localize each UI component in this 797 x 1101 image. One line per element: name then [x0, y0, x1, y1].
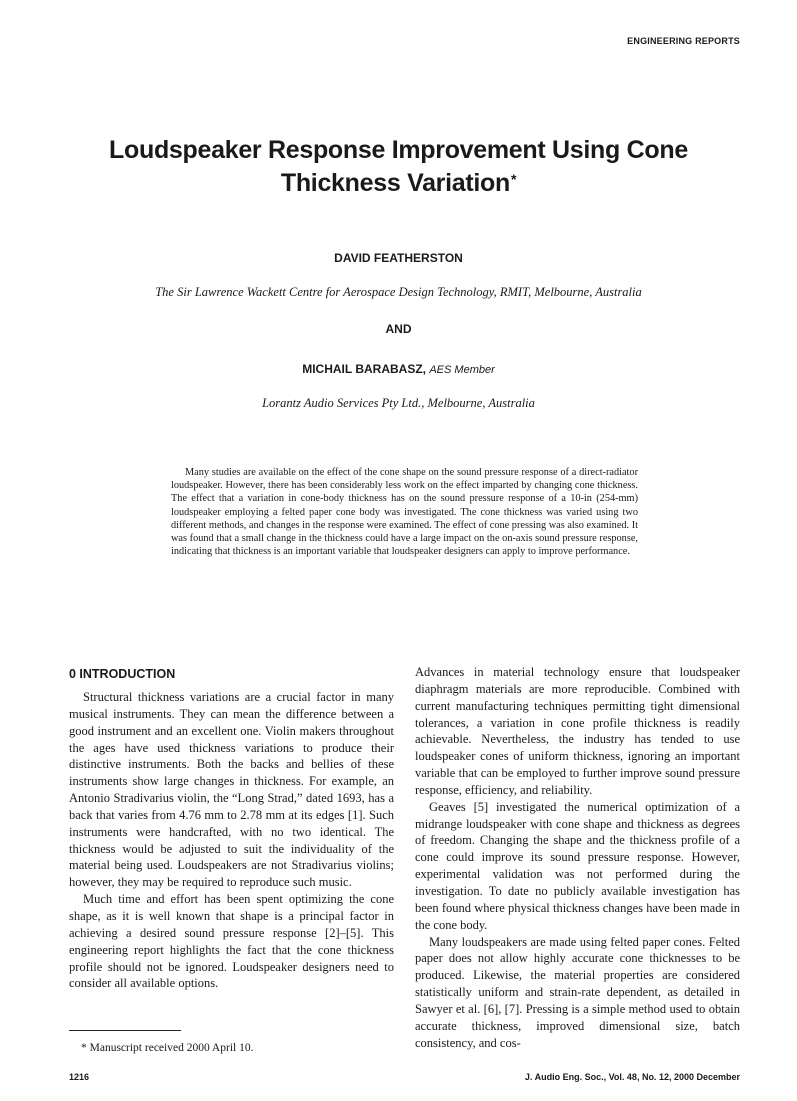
body-column-right: [415, 664, 740, 1051]
author-name: MICHAIL BARABASZ,: [302, 362, 426, 376]
title-line-1: Loudspeaker Response Improvement Using Cone: [109, 136, 688, 164]
footnote: * Manuscript received 2000 April 10.: [81, 1042, 254, 1054]
page-number: 1216: [69, 1072, 90, 1082]
author-affiliation: The Sir Lawrence Wackett Centre for Aerospace Design Technology, RMIT, Melbourne, Australia: [155, 285, 642, 299]
body-paragraph: Many loudspeakers are made using felted paper cones. Felted paper does not allow highly accurate cone thicknesses to be produced. Likewise, the material properties are considered statistically uniform and strain-rate dependent, as detailed in Sawyer et al. [6], [7]. Pressing is a simple method used to obtain accurate thickness, improved dimensional size, batch consistency, and cos-: [415, 934, 740, 1050]
author-membership: AES Member: [429, 364, 495, 376]
footnote-divider: [69, 1030, 181, 1031]
author-affiliation: Lorantz Audio Services Pty Ltd., Melbourne, Australia: [262, 396, 535, 410]
body-paragraph: Advances in material technology ensure that loudspeaker diaphragm materials are more reproducible. Combined with current manufacturing techniques permitting tight dimensional tolerances, a variation in cone profile thickness is readily achievable. Nevertheless, the industry has tended to use loudspeaker cones of uniform thickness, ignoring an important variable that can be employed to further improve sound pressure response, efficiency, and reliability.: [415, 665, 740, 797]
section-heading: 0 INTRODUCTION: [69, 667, 176, 681]
abstract-text: Many studies are available on the effect of the cone shape on the sound pressure response of a direct-radiator loudspeaker. However, there has been considerably less work on the effect imparted by changing cone thickness. The effect that a variation in cone-body thickness has on the sound pressure response of a 10-in (254-mm) loudspeaker employing a felted paper cone body was investigated. The cone thickness was varied using two different methods, and changes in the response were examined. The effect of cone pressing was also examined. It was found that a small change in the thickness could have a large impact on the on-axis sound pressure response, indicating that thickness is an important variable that loudspeaker designers can apply to improve performance.: [171, 467, 638, 558]
abstract: [171, 466, 638, 558]
body-paragraph: Much time and effort has been spent optimizing the cone shape, as it is well known that shape is a principal factor in achieving a desired sound pressure response [2]–[5]. This engineering report highlights the fact that the cone thickness profile should not be ignored. Loudspeaker designers need to consider all available options.: [69, 892, 394, 991]
running-header: ENGINEERING REPORTS: [627, 36, 740, 46]
author-separator: AND: [385, 322, 412, 336]
body-paragraph: Geaves [5] investigated the numerical optimization of a midrange loudspeaker with cone shape and thickness as degrees of freedom. Changing the shape and the thickness profile of a cone could improve its sound pressure response. However, experimental validation was not performed during the investigation. To date no publicly available investigation has been found where physical thickness changes have been made in the cone body.: [415, 799, 740, 932]
author-name: DAVID FEATHERSTON: [334, 251, 463, 265]
body-column-left: [69, 666, 394, 992]
paper-title: [0, 134, 797, 200]
journal-citation: J. Audio Eng. Soc., Vol. 48, No. 12, 2000 December: [524, 1072, 740, 1082]
title-footnote-marker: *: [510, 171, 517, 187]
author-block: [0, 362, 797, 376]
body-paragraph: Structural thickness variations are a crucial factor in many musical instruments. They can mean the difference between a good instrument and an excellent one. Violin makers throughout the ages have used thickness variations to produce their distinctive instruments. Both the backs and bellies of these instruments show large changes in thickness. For example, an Antonio Stradivarius violin, the “Long Strad,” dated 1693, has a back that varies from 4.76 mm to 2.78 mm at its edges [1]. Such instruments were handcrafted, with no two identical. The thickness would be adjusted to suit the individuality of the material being used. Loudspeakers are not Stradivarius violins; however, they may be required to reproduce such music.: [69, 690, 394, 890]
title-line-2: Thickness Variation: [280, 169, 510, 197]
